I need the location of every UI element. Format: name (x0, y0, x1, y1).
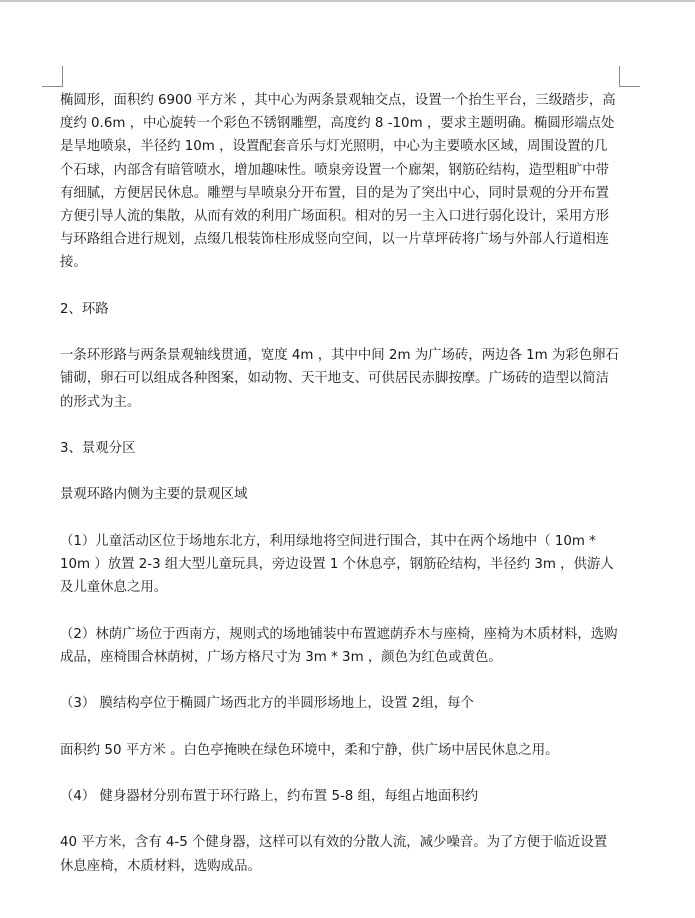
paragraph-gap (60, 275, 620, 298)
paragraph-gap (60, 808, 620, 831)
paragraph-gap (60, 599, 620, 622)
paragraph-membrane-pavilion-cont: 面积约 50 平方米 。白色亭掩映在绿色环境中，柔和宁静，供广场中居民休息之用。 (60, 742, 559, 758)
paragraph-membrane-pavilion: （3） 膜结构亭位于椭圆广场西北方的半圆形场地上，设置 2组，每个 (60, 696, 474, 712)
section-heading-landscape-zones: 3、景观分区 (60, 441, 136, 456)
paragraph-gap (60, 414, 620, 437)
paragraph-gap (60, 715, 620, 738)
paragraph-gap (60, 762, 620, 785)
document-body (60, 89, 620, 878)
section-heading-ring-road: 2、环路 (60, 301, 109, 317)
paragraph-gap (60, 321, 620, 344)
paragraph-gap (60, 460, 620, 483)
paragraph-fitness-equipment: （4） 健身器材分别布置于环行路上，约布置 5-8 组，每组占地面积约 (60, 788, 479, 804)
paragraph-central-plaza: 椭圆形，面积约 6900 平方米 ，其中心为两条景观轴交点，设置一个抬生平台，三级踏步，高度约 0.6m ，中心旋转一个彩色不锈钢雕塑，高度约 8 -10m ，要求主题明确。椭圆形端点处是旱地喷泉，半径约 10m ，设置配套音乐与灯光照明，中心为主要喷水区域，周围设置的几个石球，内部含有暗管喷水，增加趣味性。喷泉旁设置一个廊架，钢筋砼结构，造型粗旷中带有细腻，方便居民休息。雕塑与旱喷泉分开布置，目的是为了突出中心，同时景观的分开布置方便引导人流的集散，从而有效的利用广场面积。相对的另一主入口进行弱化设计，采用方形与环路组合进行规划，点缀几根装饰柱形成竖向空间，以一片草坪砖将广场与外部人行道相连接。 (60, 93, 616, 271)
paragraph-ring-road: 一条环形路与两条景观轴线贯通，宽度 4m ，其中中间 2m 为广场砖，两边各 1m 为彩色卵石铺砌，卵石可以组成各种图案，如动物、天干地支、可供居民赤脚按摩。广场砖的造型以简洁的形式为主。 (60, 348, 619, 410)
page-margin-corner-top-right (619, 66, 640, 87)
page-margin-corner-top-left (42, 66, 63, 87)
paragraph-gap (60, 507, 620, 530)
paragraph-fitness-equipment-cont: 40 平方米，含有 4-5 个健身器，这样可以有效的分散人流，减少噪音。为了方便于临近设置休息座椅，木质材料，选购成品。 (60, 835, 608, 874)
paragraph-gap (60, 669, 620, 692)
window-top-border (0, 0, 695, 2)
paragraph-children-area: （1）儿童活动区位于场地东北方，利用绿地将空间进行围合，其中在两个场地中（ 10m * 10m ）放置 2-3 组大型儿童玩具，旁边设置 1 个休息亭，钢筋砼结构，半径约 3m ，供游人及儿童休息之用。 (60, 533, 614, 596)
paragraph-shade-plaza: （2）林荫广场位于西南方，规则式的场地铺装中布置遮荫乔木与座椅，座椅为木质材料，选购成品，座椅围合林荫树，广场方格尺寸为 3m * 3m ，颜色为红色或黄色。 (60, 626, 618, 665)
paragraph-zones-intro: 景观环路内侧为主要的景观区域 (60, 487, 248, 503)
